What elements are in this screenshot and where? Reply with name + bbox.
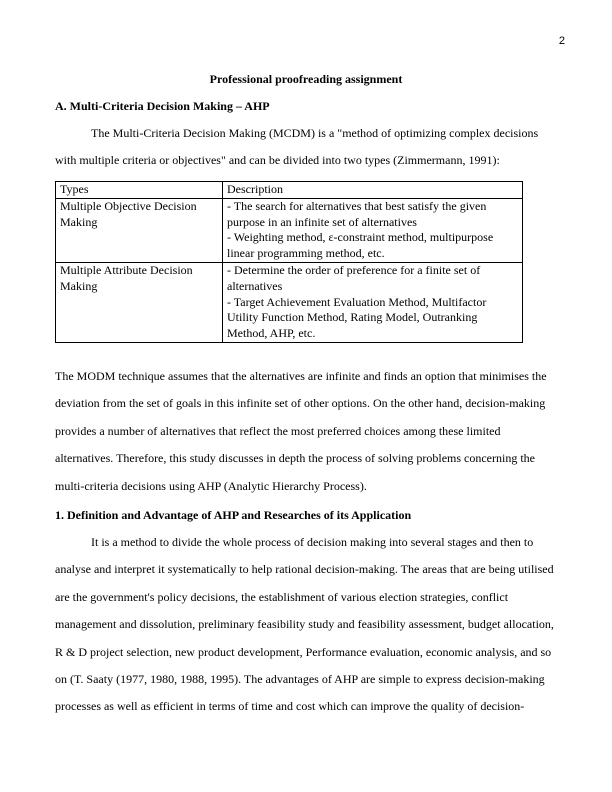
table-cell-description <box>223 262 523 342</box>
document-title: Professional proofreading assignment <box>209 72 403 86</box>
section-1-paragraph: It is a method to divide the whole process of decision making into several stages and then to analyse and interpret it systematically to help rational decision-making. The areas that are being utilised are the government's policy decisions, the establishment of various election strategies, conflict management and dissolution, preliminary feasibility study and feasibility assessment, budget allocation, R & D project selection, new product development, Performance evaluation, economic analysis, and so on (T. Saaty (1977, 1980, 1988, 1995). The advantages of AHP are simple to express decision-making processes as well as efficient in terms of time and cost which can improve the quality of decision- <box>55 535 554 714</box>
table-row <box>56 262 523 342</box>
description-line: - Weighting method, ε-constraint method, multipurpose linear programming method, etc. <box>227 230 494 261</box>
description-line: - Determine the order of preference for a finite set of alternatives <box>227 262 481 293</box>
page-number: 2 <box>558 35 565 47</box>
mcdm-types-table <box>55 181 523 343</box>
table-cell-type: Multiple Objective Decision Making <box>56 198 223 262</box>
table-header-types: Types <box>56 182 223 199</box>
table-header-description: Description <box>223 182 523 199</box>
section-a-intro: The Multi-Criteria Decision Making (MCDM) is a "method of optimizing complex decisions with multiple criteria or objectives" and can be divided into two types (Zimmermann, 1991): <box>55 126 539 168</box>
table-cell-type: Multiple Attribute Decision Making <box>56 262 223 342</box>
section-1-heading: 1. Definition and Advantage of AHP and Researches of its Application <box>55 508 412 522</box>
description-line: - The search for alternatives that best satisfy the given purpose in an infinite set of alternatives <box>227 198 487 229</box>
section-a-heading: A. Multi-Criteria Decision Making – AHP <box>55 99 270 113</box>
table-cell-description <box>223 198 523 262</box>
table-header-row <box>56 182 523 199</box>
table-row <box>56 198 523 262</box>
modm-paragraph: The MODM technique assumes that the alternatives are infinite and finds an option that minimises the deviation from the set of goals in this infinite set of other options. On the other hand, decision-making provides a number of alternatives that reflect the most preferred choices among these limited alternatives. Therefore, this study discusses in depth the process of solving problems concerning the multi-criteria decisions using AHP (Analytic Hierarchy Process). <box>55 369 547 493</box>
description-line: - Target Achievement Evaluation Method, Multifactor Utility Function Method, Rating Model, Outranking Method, AHP, etc. <box>227 294 487 341</box>
